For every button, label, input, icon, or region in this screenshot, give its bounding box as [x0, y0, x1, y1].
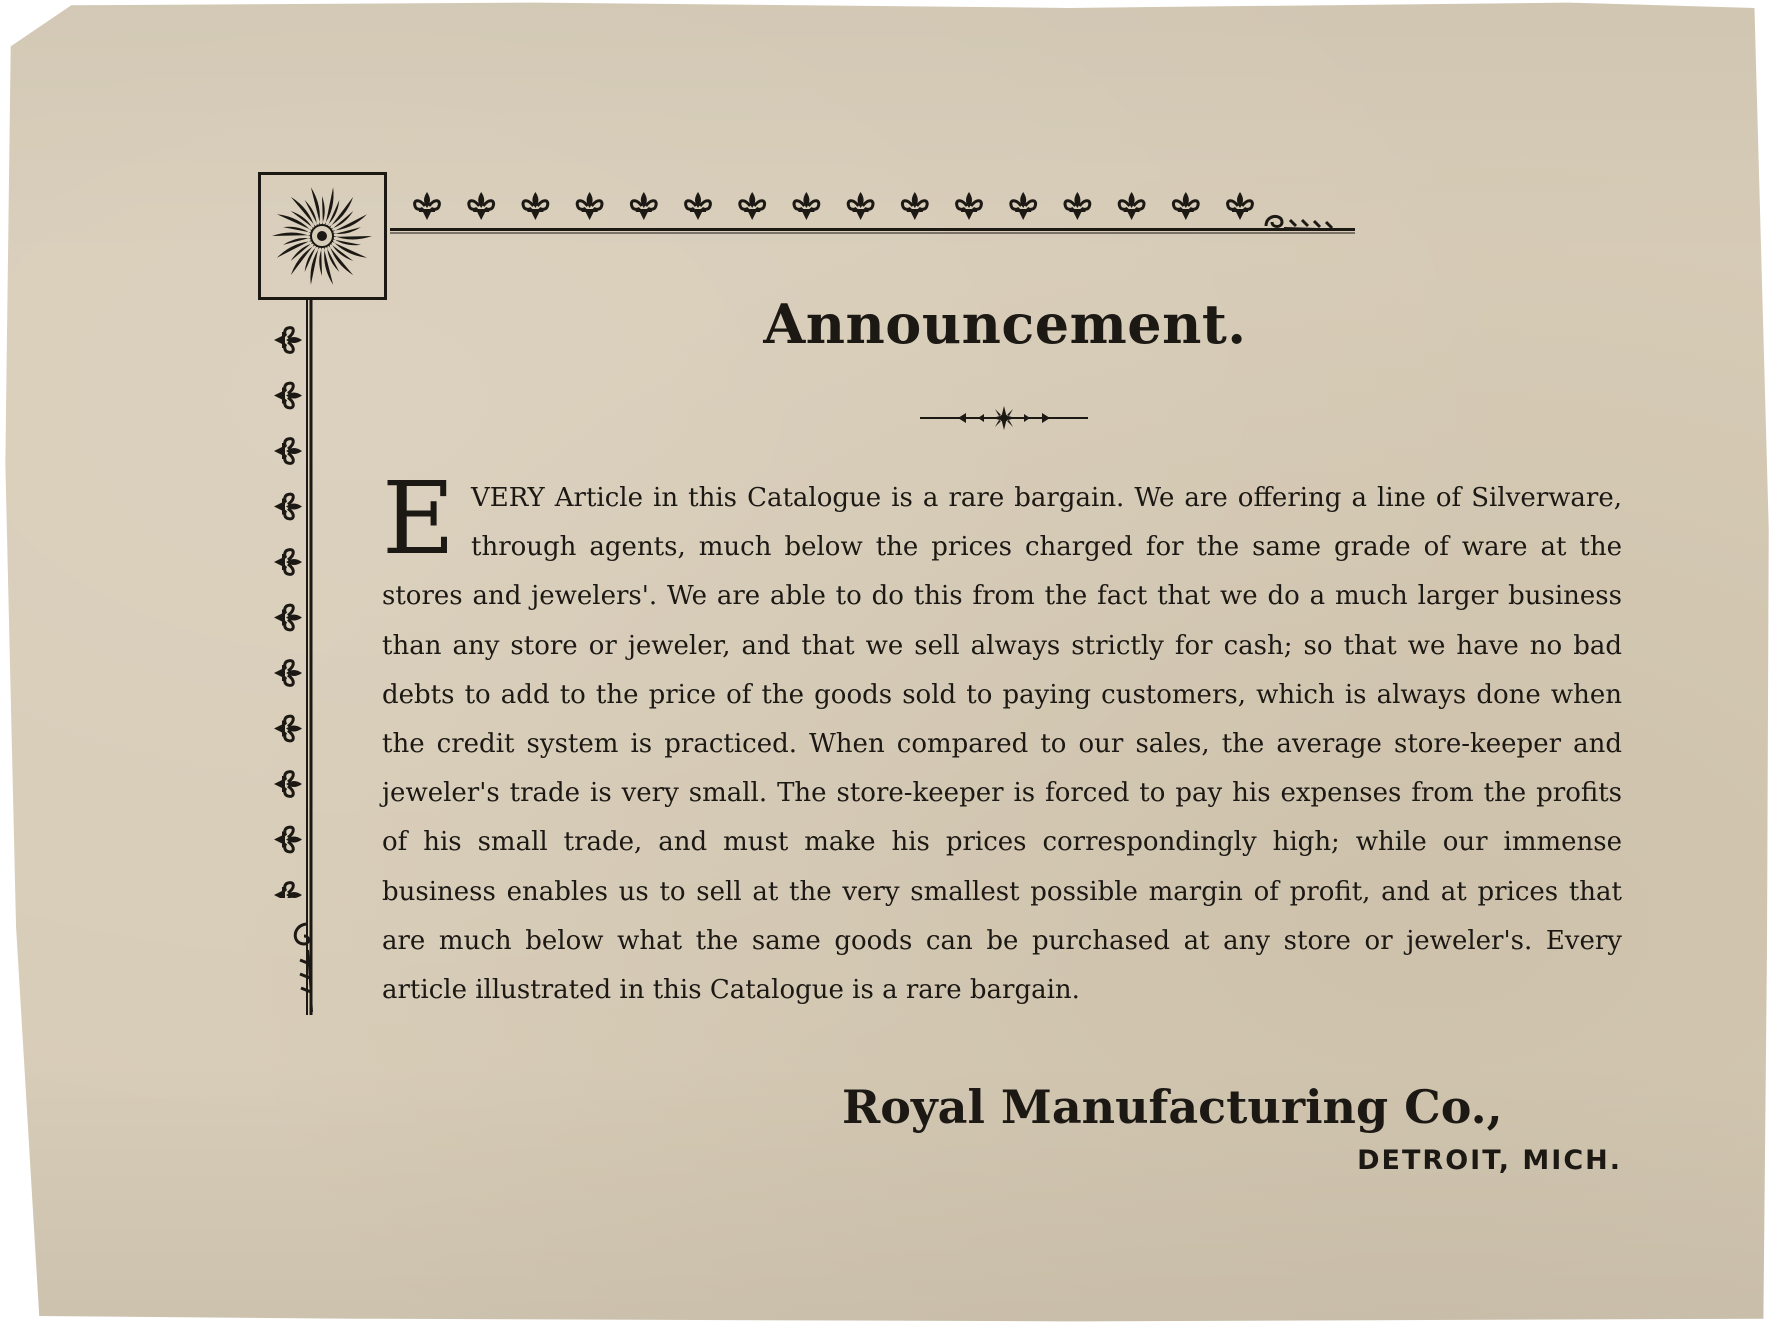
fleur-de-lis-icon — [274, 772, 302, 797]
fleur-de-lis-icon — [274, 661, 302, 686]
fleur-de-lis-icon — [274, 439, 302, 464]
fleur-de-lis-icon — [274, 605, 302, 630]
fleur-de-lis-icon — [274, 827, 302, 852]
fleur-de-lis-icon — [1011, 192, 1036, 220]
company-signature: Royal Manufacturing Co., — [842, 1080, 1503, 1134]
left-fleur-border — [266, 318, 310, 898]
fleur-de-lis-icon — [274, 383, 302, 408]
sunburst-icon — [258, 172, 387, 300]
fleur-de-lis-icon — [523, 192, 548, 220]
fleur-de-lis-icon — [794, 192, 819, 220]
fleur-de-lis-icon — [274, 550, 302, 575]
top-rule — [390, 228, 1355, 234]
fleur-de-lis-icon — [415, 192, 440, 220]
fleur-de-lis-icon — [274, 716, 302, 741]
fleur-de-lis-icon — [631, 192, 656, 220]
fleur-de-lis-icon — [274, 883, 302, 898]
fleur-de-lis-icon — [1228, 192, 1253, 220]
fleur-de-lis-icon — [686, 192, 711, 220]
fleur-de-lis-icon — [957, 192, 982, 220]
floral-divider-icon — [918, 404, 1090, 432]
body-paragraph: VERY Article in this Catalogue is a rare bargain. We are offering a line of Silverware, through agents, much below the prices charged for the same grade of ware at the stores and jewelers'. We are able to do this from the fact that we do a much larger business than any store or jeweler, and that we sell always strictly for cash; so that we have no bad debts to add to the price of the goods sold to paying customers, which is always done when the credit system is practiced. When compared to our sales, the average store-keeper and jeweler's trade is very small. The store-keeper is forced to pay his expenses from the profits of his small trade, and must make his prices correspondingly high; while our immense business enables us to sell at the very smallest possible margin of profit, and at prices that are much below what the same goods can be purchased at any store or jeweler's. Every article illustrated in this Catalogue is a rare bargain. — [382, 483, 1622, 1006]
fleur-de-lis-icon — [1065, 192, 1090, 220]
announcement-body — [382, 460, 1622, 1015]
company-location: DETROIT, MICH. — [1357, 1145, 1622, 1176]
left-scroll-flourish-icon — [288, 920, 318, 1015]
fleur-de-lis-icon — [1119, 192, 1144, 220]
fleur-de-lis-icon — [469, 192, 494, 220]
fleur-de-lis-icon — [274, 494, 302, 519]
fleur-de-lis-icon — [274, 328, 302, 353]
fleur-de-lis-icon — [740, 192, 765, 220]
fleur-de-lis-icon — [848, 192, 873, 220]
fleur-de-lis-icon — [577, 192, 602, 220]
scroll-flourish-icon — [1262, 206, 1358, 236]
page-title: Announcement. — [763, 292, 1247, 356]
drop-cap: E — [382, 460, 455, 577]
fleur-de-lis-icon — [1173, 192, 1198, 220]
top-fleur-border — [405, 182, 1265, 226]
fleur-de-lis-icon — [902, 192, 927, 220]
